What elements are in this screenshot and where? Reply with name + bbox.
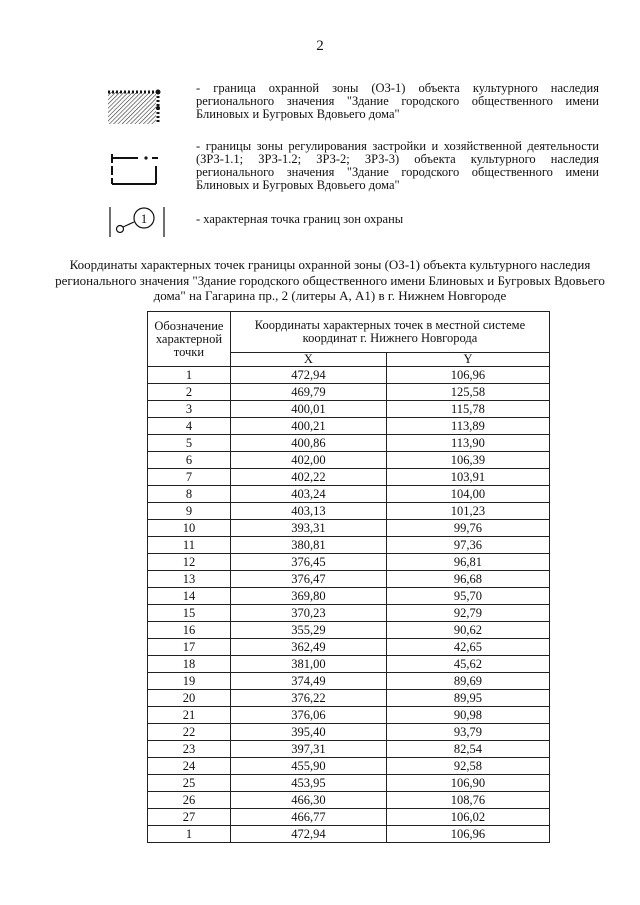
table-row — [148, 690, 550, 707]
x-coordinate-cell: 393,31 — [230, 520, 386, 537]
y-coordinate-cell: 113,90 — [386, 435, 549, 452]
x-coordinate-cell: 381,00 — [230, 656, 386, 673]
table-row — [148, 571, 550, 588]
point-number-cell: 15 — [148, 605, 231, 622]
point-number-cell: 17 — [148, 639, 231, 656]
table-row — [148, 758, 550, 775]
point-number-cell: 22 — [148, 724, 231, 741]
table-row — [148, 554, 550, 571]
x-coordinate-cell: 466,77 — [230, 809, 386, 826]
point-number-cell: 1 — [148, 367, 231, 384]
legend-text: - границы зоны регулирования застройки и хозяйственной деятельности (ЗРЗ-1.1; ЗРЗ-1.2; ЗРЗ-2; ЗРЗ-3) объекта культурного наследия регионального значения "Здание городского общественного имени Блиновых и Бугровых Вдовьего дома" — [196, 139, 599, 192]
hatched-zone-icon — [100, 82, 170, 132]
y-coordinate-cell: 42,65 — [386, 639, 549, 656]
x-coordinate-cell: 376,06 — [230, 707, 386, 724]
x-coordinate-cell: 355,29 — [230, 622, 386, 639]
y-coordinate-cell: 82,54 — [386, 741, 549, 758]
x-coordinate-cell: 376,22 — [230, 690, 386, 707]
y-coordinate-cell: 90,98 — [386, 707, 549, 724]
coordinates-header: Координаты характерных точек в местной системе координат г. Нижнего Новгорода — [230, 312, 549, 353]
table-row — [148, 503, 550, 520]
x-coordinate-cell: 469,79 — [230, 384, 386, 401]
x-coordinate-cell: 400,86 — [230, 435, 386, 452]
y-coordinate-cell: 45,62 — [386, 656, 549, 673]
table-row — [148, 741, 550, 758]
x-coordinate-cell: 376,47 — [230, 571, 386, 588]
point-number-cell: 7 — [148, 469, 231, 486]
y-coordinate-cell: 106,39 — [386, 452, 549, 469]
x-coordinate-cell: 374,49 — [230, 673, 386, 690]
point-number-cell: 23 — [148, 741, 231, 758]
x-coordinate-cell: 362,49 — [230, 639, 386, 656]
point-number-cell: 24 — [148, 758, 231, 775]
x-coordinate-cell: 400,21 — [230, 418, 386, 435]
y-coordinate-cell: 113,89 — [386, 418, 549, 435]
point-number-cell: 13 — [148, 571, 231, 588]
point-number-cell: 26 — [148, 792, 231, 809]
x-coordinate-cell: 397,31 — [230, 741, 386, 758]
table-row — [148, 792, 550, 809]
table-row — [148, 605, 550, 622]
boundary-point-label: 1 — [140, 211, 148, 226]
y-coordinate-cell: 89,69 — [386, 673, 549, 690]
table-row — [148, 384, 550, 401]
y-coordinate-cell: 125,58 — [386, 384, 549, 401]
table-row — [148, 537, 550, 554]
y-coordinate-cell: 108,76 — [386, 792, 549, 809]
table-row — [148, 452, 550, 469]
point-number-cell: 12 — [148, 554, 231, 571]
y-coordinate-cell: 93,79 — [386, 724, 549, 741]
point-number-cell: 6 — [148, 452, 231, 469]
point-number-cell: 21 — [148, 707, 231, 724]
x-coordinate-cell: 395,40 — [230, 724, 386, 741]
table-row — [148, 639, 550, 656]
x-coordinate-cell: 380,81 — [230, 537, 386, 554]
table-row — [148, 673, 550, 690]
y-coordinate-cell: 96,68 — [386, 571, 549, 588]
x-coordinate-cell: 472,94 — [230, 826, 386, 843]
point-number-cell: 2 — [148, 384, 231, 401]
table-row — [148, 622, 550, 639]
table-row — [148, 401, 550, 418]
x-coordinate-cell: 400,01 — [230, 401, 386, 418]
point-number-cell: 27 — [148, 809, 231, 826]
page-number: 2 — [316, 38, 324, 54]
point-number-cell: 5 — [148, 435, 231, 452]
table-row — [148, 724, 550, 741]
point-number-cell: 8 — [148, 486, 231, 503]
y-coordinate-cell: 89,95 — [386, 690, 549, 707]
table-row — [148, 775, 550, 792]
point-number-cell: 16 — [148, 622, 231, 639]
point-number-cell: 18 — [148, 656, 231, 673]
table-row — [148, 486, 550, 503]
point-number-cell: 20 — [148, 690, 231, 707]
y-coordinate-cell: 99,76 — [386, 520, 549, 537]
table-row — [148, 435, 550, 452]
x-coordinate-cell: 402,00 — [230, 452, 386, 469]
y-coordinate-cell: 95,70 — [386, 588, 549, 605]
point-number-cell: 10 — [148, 520, 231, 537]
point-number-cell: 25 — [148, 775, 231, 792]
table-row — [148, 418, 550, 435]
y-coordinate-cell: 101,23 — [386, 503, 549, 520]
x-coordinate-cell: 376,45 — [230, 554, 386, 571]
x-coordinate-cell: 403,13 — [230, 503, 386, 520]
point-number-cell: 9 — [148, 503, 231, 520]
point-number-cell: 1 — [148, 826, 231, 843]
table-row — [148, 588, 550, 605]
table-caption: Координаты характерных точек границы охранной зоны (ОЗ-1) объекта культурного наследия регионального значения "Здание городского общественного имени Блиновых и Бугровых Вдовьего дома" на Гагарина пр., 2 (литеры А, А1) в г. Нижнем Новгороде — [55, 257, 605, 303]
point-number-cell: 11 — [148, 537, 231, 554]
x-coordinate-cell: 369,80 — [230, 588, 386, 605]
legend-text: - граница охранной зоны (ОЗ-1) объекта культурного наследия регионального значения "Здание городского общественного имени Блиновых и Бугровых Вдовьего дома" — [196, 81, 599, 121]
table-row — [148, 656, 550, 673]
x-coordinate-cell: 402,22 — [230, 469, 386, 486]
table-row — [148, 707, 550, 724]
table-row — [148, 367, 550, 384]
y-coordinate-cell: 104,00 — [386, 486, 549, 503]
boundary-point-icon — [100, 205, 170, 255]
x-coordinate-cell: 453,95 — [230, 775, 386, 792]
y-coordinate-cell: 106,96 — [386, 367, 549, 384]
y-coordinate-cell: 106,96 — [386, 826, 549, 843]
table-row — [148, 809, 550, 826]
x-coordinate-cell: 466,30 — [230, 792, 386, 809]
y-coordinate-cell: 96,81 — [386, 554, 549, 571]
y-coordinate-cell: 90,62 — [386, 622, 549, 639]
x-coordinate-cell: 455,90 — [230, 758, 386, 775]
point-number-cell: 19 — [148, 673, 231, 690]
x-coordinate-cell: 403,24 — [230, 486, 386, 503]
x-column-header: X — [230, 353, 386, 367]
y-coordinate-cell: 92,79 — [386, 605, 549, 622]
x-coordinate-cell: 370,23 — [230, 605, 386, 622]
legend-text: - характерная точка границ зон охраны — [196, 212, 404, 226]
table-row — [148, 469, 550, 486]
x-coordinate-cell: 472,94 — [230, 367, 386, 384]
y-coordinate-cell: 106,90 — [386, 775, 549, 792]
point-number-cell: 14 — [148, 588, 231, 605]
point-number-cell: 3 — [148, 401, 231, 418]
y-coordinate-cell: 115,78 — [386, 401, 549, 418]
y-coordinate-cell: 103,91 — [386, 469, 549, 486]
point-number-cell: 4 — [148, 418, 231, 435]
y-column-header: Y — [386, 353, 549, 367]
y-coordinate-cell: 106,02 — [386, 809, 549, 826]
table-row — [148, 826, 550, 843]
y-coordinate-cell: 97,36 — [386, 537, 549, 554]
point-column-header: Обозначение характерной точки — [148, 312, 231, 367]
dash-dot-boundary-icon — [100, 140, 170, 190]
y-coordinate-cell: 92,58 — [386, 758, 549, 775]
table-row — [148, 520, 550, 537]
coordinates-table — [147, 311, 550, 843]
